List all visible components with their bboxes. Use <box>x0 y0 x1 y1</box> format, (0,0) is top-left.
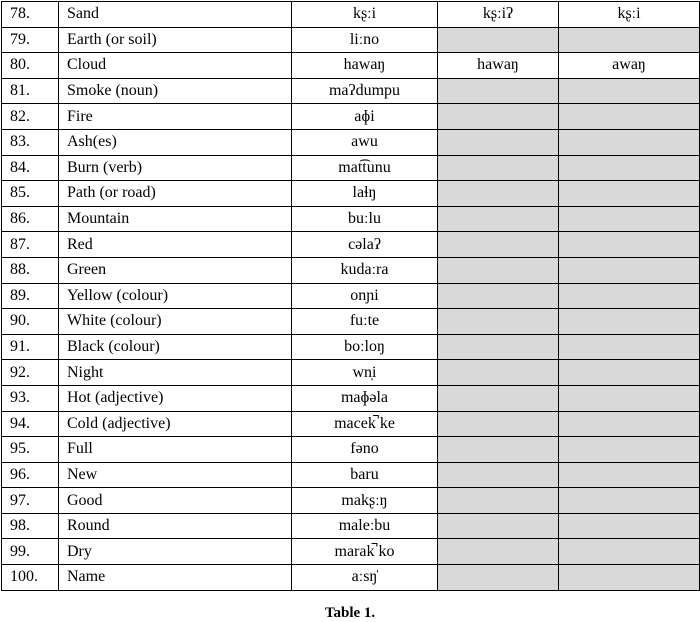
comparison-cell-1: kʂːiʔ <box>438 2 559 28</box>
gloss-cell: Round <box>59 513 292 539</box>
comparison-cell-2 <box>559 104 700 130</box>
row-number: 87. <box>2 232 59 258</box>
gloss-cell: Dry <box>59 539 292 565</box>
table-row <box>2 488 700 514</box>
comparison-cell-1 <box>438 360 559 386</box>
row-number: 96. <box>2 462 59 488</box>
gloss-cell: New <box>59 462 292 488</box>
comparison-cell-2 <box>559 27 700 53</box>
gloss-cell: Good <box>59 488 292 514</box>
comparison-cell-1 <box>438 78 559 104</box>
comparison-cell-2 <box>559 513 700 539</box>
row-number: 85. <box>2 181 59 207</box>
comparison-cell-1 <box>438 309 559 335</box>
table-row <box>2 181 700 207</box>
gloss-cell: Burn (verb) <box>59 155 292 181</box>
gloss-cell: Red <box>59 232 292 258</box>
comparison-cell-1 <box>438 462 559 488</box>
comparison-cell-1 <box>438 513 559 539</box>
comparison-cell-1 <box>438 27 559 53</box>
comparison-cell-2 <box>559 360 700 386</box>
form-cell: fuːte <box>292 309 438 335</box>
comparison-cell-1 <box>438 257 559 283</box>
comparison-cell-1: hawaŋ <box>438 53 559 79</box>
gloss-cell: Green <box>59 257 292 283</box>
comparison-cell-2 <box>559 78 700 104</box>
form-cell: kudaːra <box>292 257 438 283</box>
form-cell: maʔdumpu <box>292 78 438 104</box>
gloss-cell: Hot (adjective) <box>59 385 292 411</box>
table-row <box>2 462 700 488</box>
table-row <box>2 232 700 258</box>
table-row <box>2 155 700 181</box>
table-row <box>2 437 700 463</box>
table-row <box>2 206 700 232</box>
comparison-cell-1 <box>438 129 559 155</box>
row-number: 86. <box>2 206 59 232</box>
comparison-cell-2 <box>559 129 700 155</box>
comparison-cell-2 <box>559 181 700 207</box>
comparison-cell-1 <box>438 385 559 411</box>
form-cell: maleːbu <box>292 513 438 539</box>
form-cell: fəno <box>292 437 438 463</box>
table-row <box>2 27 700 53</box>
row-number: 83. <box>2 129 59 155</box>
comparison-cell-1 <box>438 488 559 514</box>
row-number: 99. <box>2 539 59 565</box>
comparison-cell-2 <box>559 437 700 463</box>
gloss-cell: Ash(es) <box>59 129 292 155</box>
row-number: 81. <box>2 78 59 104</box>
comparison-cell-1 <box>438 437 559 463</box>
gloss-cell: Night <box>59 360 292 386</box>
gloss-cell: Black (colour) <box>59 334 292 360</box>
form-cell: makʂːŋ <box>292 488 438 514</box>
comparison-cell-1 <box>438 539 559 565</box>
comparison-cell-1 <box>438 181 559 207</box>
row-number: 98. <box>2 513 59 539</box>
form-cell: laɬŋ <box>292 181 438 207</box>
row-number: 89. <box>2 283 59 309</box>
table-row <box>2 360 700 386</box>
table-row <box>2 539 700 565</box>
comparison-cell-2 <box>559 539 700 565</box>
row-number: 79. <box>2 27 59 53</box>
table-row <box>2 78 700 104</box>
row-number: 91. <box>2 334 59 360</box>
table-row <box>2 129 700 155</box>
form-cell: baru <box>292 462 438 488</box>
comparison-cell-1 <box>438 155 559 181</box>
comparison-cell-2 <box>559 411 700 437</box>
gloss-cell: Smoke (noun) <box>59 78 292 104</box>
table-row <box>2 104 700 130</box>
form-cell: onɲi <box>292 283 438 309</box>
gloss-cell: Sand <box>59 2 292 28</box>
row-number: 92. <box>2 360 59 386</box>
comparison-cell-1 <box>438 334 559 360</box>
comparison-cell-1 <box>438 232 559 258</box>
table-row <box>2 565 700 591</box>
row-number: 93. <box>2 385 59 411</box>
form-cell: mat͡tunu <box>292 155 438 181</box>
gloss-cell: Fire <box>59 104 292 130</box>
table-row <box>2 2 700 28</box>
form-cell: boːloŋ <box>292 334 438 360</box>
comparison-cell-2 <box>559 232 700 258</box>
comparison-cell-1 <box>438 283 559 309</box>
comparison-cell-2 <box>559 565 700 591</box>
gloss-cell: Yellow (colour) <box>59 283 292 309</box>
table-row <box>2 257 700 283</box>
comparison-cell-2 <box>559 334 700 360</box>
comparison-cell-2 <box>559 283 700 309</box>
table-row <box>2 385 700 411</box>
row-number: 90. <box>2 309 59 335</box>
gloss-cell: Mountain <box>59 206 292 232</box>
comparison-cell-2: awaŋ <box>559 53 700 79</box>
table-row <box>2 309 700 335</box>
form-cell: wn̩i <box>292 360 438 386</box>
comparison-cell-1 <box>438 411 559 437</box>
table-row <box>2 53 700 79</box>
comparison-cell-2 <box>559 206 700 232</box>
form-cell: macek̚ ke <box>292 411 438 437</box>
form-cell: maɸəla <box>292 385 438 411</box>
form-cell: kʂːi <box>292 2 438 28</box>
wordlist-rows <box>2 2 700 591</box>
gloss-cell: Cold (adjective) <box>59 411 292 437</box>
form-cell: liːno <box>292 27 438 53</box>
table-caption: Table 1. <box>324 604 376 621</box>
table-row <box>2 513 700 539</box>
comparison-cell-2: kʂːi <box>559 2 700 28</box>
table-row <box>2 334 700 360</box>
comparison-cell-1 <box>438 565 559 591</box>
table-row <box>2 411 700 437</box>
form-cell: hawaŋ <box>292 53 438 79</box>
comparison-cell-2 <box>559 462 700 488</box>
comparison-cell-1 <box>438 206 559 232</box>
form-cell: marak̚ ko <box>292 539 438 565</box>
form-cell: aːsŋ̍ <box>292 565 438 591</box>
comparison-cell-2 <box>559 385 700 411</box>
comparison-cell-1 <box>438 104 559 130</box>
gloss-cell: Name <box>59 565 292 591</box>
row-number: 97. <box>2 488 59 514</box>
form-cell: cəlaʔ <box>292 232 438 258</box>
row-number: 78. <box>2 2 59 28</box>
row-number: 100. <box>2 565 59 591</box>
table-row <box>2 283 700 309</box>
row-number: 80. <box>2 53 59 79</box>
comparison-cell-2 <box>559 155 700 181</box>
gloss-cell: Cloud <box>59 53 292 79</box>
form-cell: aɸi <box>292 104 438 130</box>
gloss-cell: Full <box>59 437 292 463</box>
row-number: 82. <box>2 104 59 130</box>
comparison-cell-2 <box>559 309 700 335</box>
comparison-cell-2 <box>559 257 700 283</box>
comparison-cell-2 <box>559 488 700 514</box>
wordlist-table <box>1 1 700 591</box>
form-cell: buːlu <box>292 206 438 232</box>
row-number: 94. <box>2 411 59 437</box>
gloss-cell: Earth (or soil) <box>59 27 292 53</box>
gloss-cell: White (colour) <box>59 309 292 335</box>
form-cell: awu <box>292 129 438 155</box>
row-number: 95. <box>2 437 59 463</box>
row-number: 84. <box>2 155 59 181</box>
gloss-cell: Path (or road) <box>59 181 292 207</box>
row-number: 88. <box>2 257 59 283</box>
